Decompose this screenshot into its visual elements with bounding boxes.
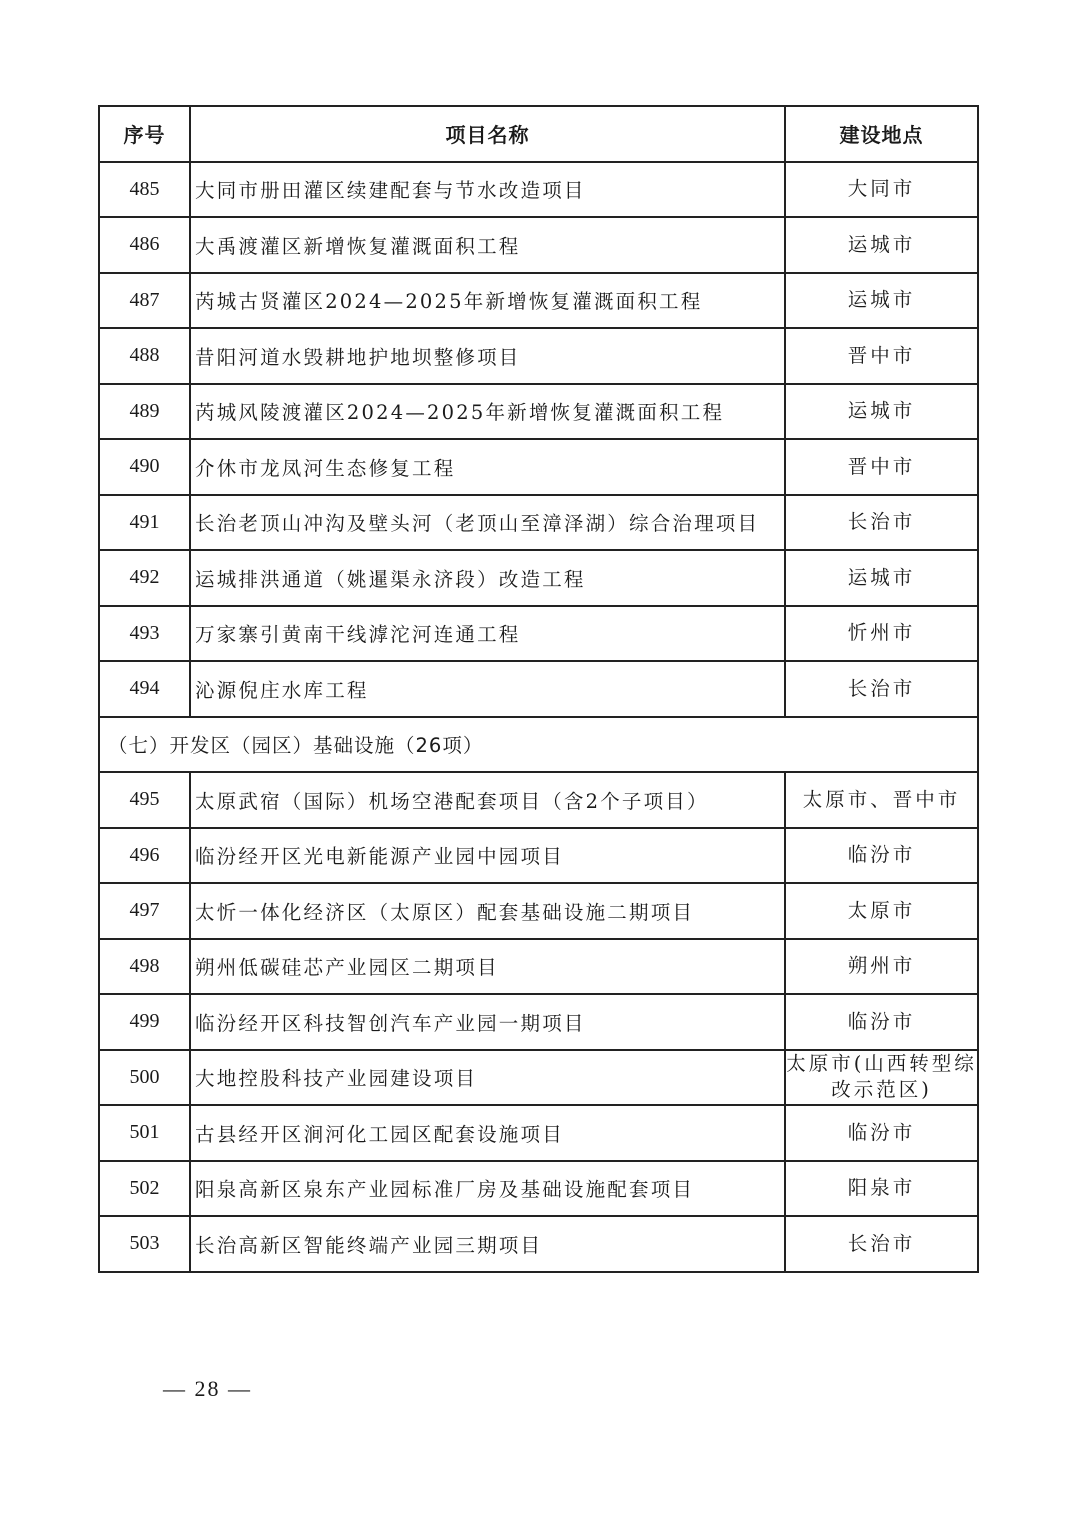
serial-number-cell: 501	[99, 1105, 190, 1161]
table-row	[99, 772, 978, 828]
project-name-cell: 临汾经开区光电新能源产业园中园项目	[190, 828, 785, 884]
serial-number-cell: 491	[99, 495, 190, 551]
location-cell: 太原市(山西转型综改示范区)	[785, 1050, 978, 1106]
location-cell: 大同市	[785, 162, 978, 218]
project-name-cell: 太原武宿（国际）机场空港配套项目（含2个子项目）	[190, 772, 785, 828]
serial-number-cell: 500	[99, 1050, 190, 1106]
table-row	[99, 883, 978, 939]
location-cell: 晋中市	[785, 328, 978, 384]
page-number: — 28 —	[163, 1376, 252, 1401]
location-cell: 阳泉市	[785, 1161, 978, 1217]
header-serial-number: 序号	[99, 106, 190, 162]
table-row	[99, 384, 978, 440]
table-row	[99, 273, 978, 329]
location-cell: 运城市	[785, 217, 978, 273]
serial-number-cell: 494	[99, 661, 190, 717]
serial-number-cell: 487	[99, 273, 190, 329]
serial-number-cell: 498	[99, 939, 190, 995]
project-name-cell: 长治老顶山冲沟及壁头河（老顶山至漳泽湖）综合治理项目	[190, 495, 785, 551]
location-cell: 晋中市	[785, 439, 978, 495]
serial-number-cell: 495	[99, 772, 190, 828]
location-cell: 长治市	[785, 661, 978, 717]
table-row	[99, 550, 978, 606]
location-cell: 长治市	[785, 495, 978, 551]
table-body-park-projects	[99, 772, 978, 1272]
project-name-cell: 长治高新区智能终端产业园三期项目	[190, 1216, 785, 1272]
serial-number-cell: 503	[99, 1216, 190, 1272]
serial-number-cell: 490	[99, 439, 190, 495]
table-header-row	[99, 106, 978, 162]
table-row	[99, 828, 978, 884]
table-row	[99, 328, 978, 384]
serial-number-cell: 489	[99, 384, 190, 440]
project-name-cell: 临汾经开区科技智创汽车产业园一期项目	[190, 994, 785, 1050]
location-cell: 临汾市	[785, 994, 978, 1050]
table-row	[99, 217, 978, 273]
project-name-cell: 古县经开区涧河化工园区配套设施项目	[190, 1105, 785, 1161]
serial-number-cell: 499	[99, 994, 190, 1050]
section-row	[99, 717, 978, 773]
location-cell: 太原市	[785, 883, 978, 939]
table-section	[99, 717, 978, 773]
table-row	[99, 606, 978, 662]
project-name-cell: 太忻一体化经济区（太原区）配套基础设施二期项目	[190, 883, 785, 939]
table-row	[99, 1105, 978, 1161]
table-row	[99, 1216, 978, 1272]
table-row	[99, 495, 978, 551]
table-row	[99, 661, 978, 717]
header-location: 建设地点	[785, 106, 978, 162]
project-table	[98, 105, 979, 1273]
table-row	[99, 994, 978, 1050]
header-project-name: 项目名称	[190, 106, 785, 162]
project-name-cell: 大地控股科技产业园建设项目	[190, 1050, 785, 1106]
serial-number-cell: 496	[99, 828, 190, 884]
location-cell: 运城市	[785, 273, 978, 329]
serial-number-cell: 492	[99, 550, 190, 606]
project-name-cell: 朔州低碳硅芯产业园区二期项目	[190, 939, 785, 995]
location-cell: 长治市	[785, 1216, 978, 1272]
table-row	[99, 439, 978, 495]
serial-number-cell: 485	[99, 162, 190, 218]
project-name-cell: 阳泉高新区泉东产业园标准厂房及基础设施配套项目	[190, 1161, 785, 1217]
location-cell: 忻州市	[785, 606, 978, 662]
project-name-cell: 运城排洪通道（姚暹渠永济段）改造工程	[190, 550, 785, 606]
project-name-cell: 沁源倪庄水库工程	[190, 661, 785, 717]
location-cell: 运城市	[785, 550, 978, 606]
serial-number-cell: 497	[99, 883, 190, 939]
project-name-cell: 大禹渡灌区新增恢复灌溉面积工程	[190, 217, 785, 273]
serial-number-cell: 488	[99, 328, 190, 384]
project-name-cell: 大同市册田灌区续建配套与节水改造项目	[190, 162, 785, 218]
table-row	[99, 162, 978, 218]
location-cell: 临汾市	[785, 1105, 978, 1161]
serial-number-cell: 486	[99, 217, 190, 273]
project-name-cell: 昔阳河道水毁耕地护地坝整修项目	[190, 328, 785, 384]
table-body-water-projects	[99, 162, 978, 717]
project-name-cell: 芮城风陵渡灌区2024—2025年新增恢复灌溉面积工程	[190, 384, 785, 440]
project-name-cell: 芮城古贤灌区2024—2025年新增恢复灌溉面积工程	[190, 273, 785, 329]
location-cell: 临汾市	[785, 828, 978, 884]
project-name-cell: 介休市龙凤河生态修复工程	[190, 439, 785, 495]
serial-number-cell: 502	[99, 1161, 190, 1217]
table-row	[99, 1161, 978, 1217]
location-cell: 朔州市	[785, 939, 978, 995]
table-row	[99, 1050, 978, 1106]
table-row	[99, 939, 978, 995]
project-name-cell: 万家寨引黄南干线滹沱河连通工程	[190, 606, 785, 662]
serial-number-cell: 493	[99, 606, 190, 662]
section-title: （七）开发区（园区）基础设施（26项）	[99, 717, 978, 773]
location-cell: 运城市	[785, 384, 978, 440]
location-cell: 太原市、晋中市	[785, 772, 978, 828]
